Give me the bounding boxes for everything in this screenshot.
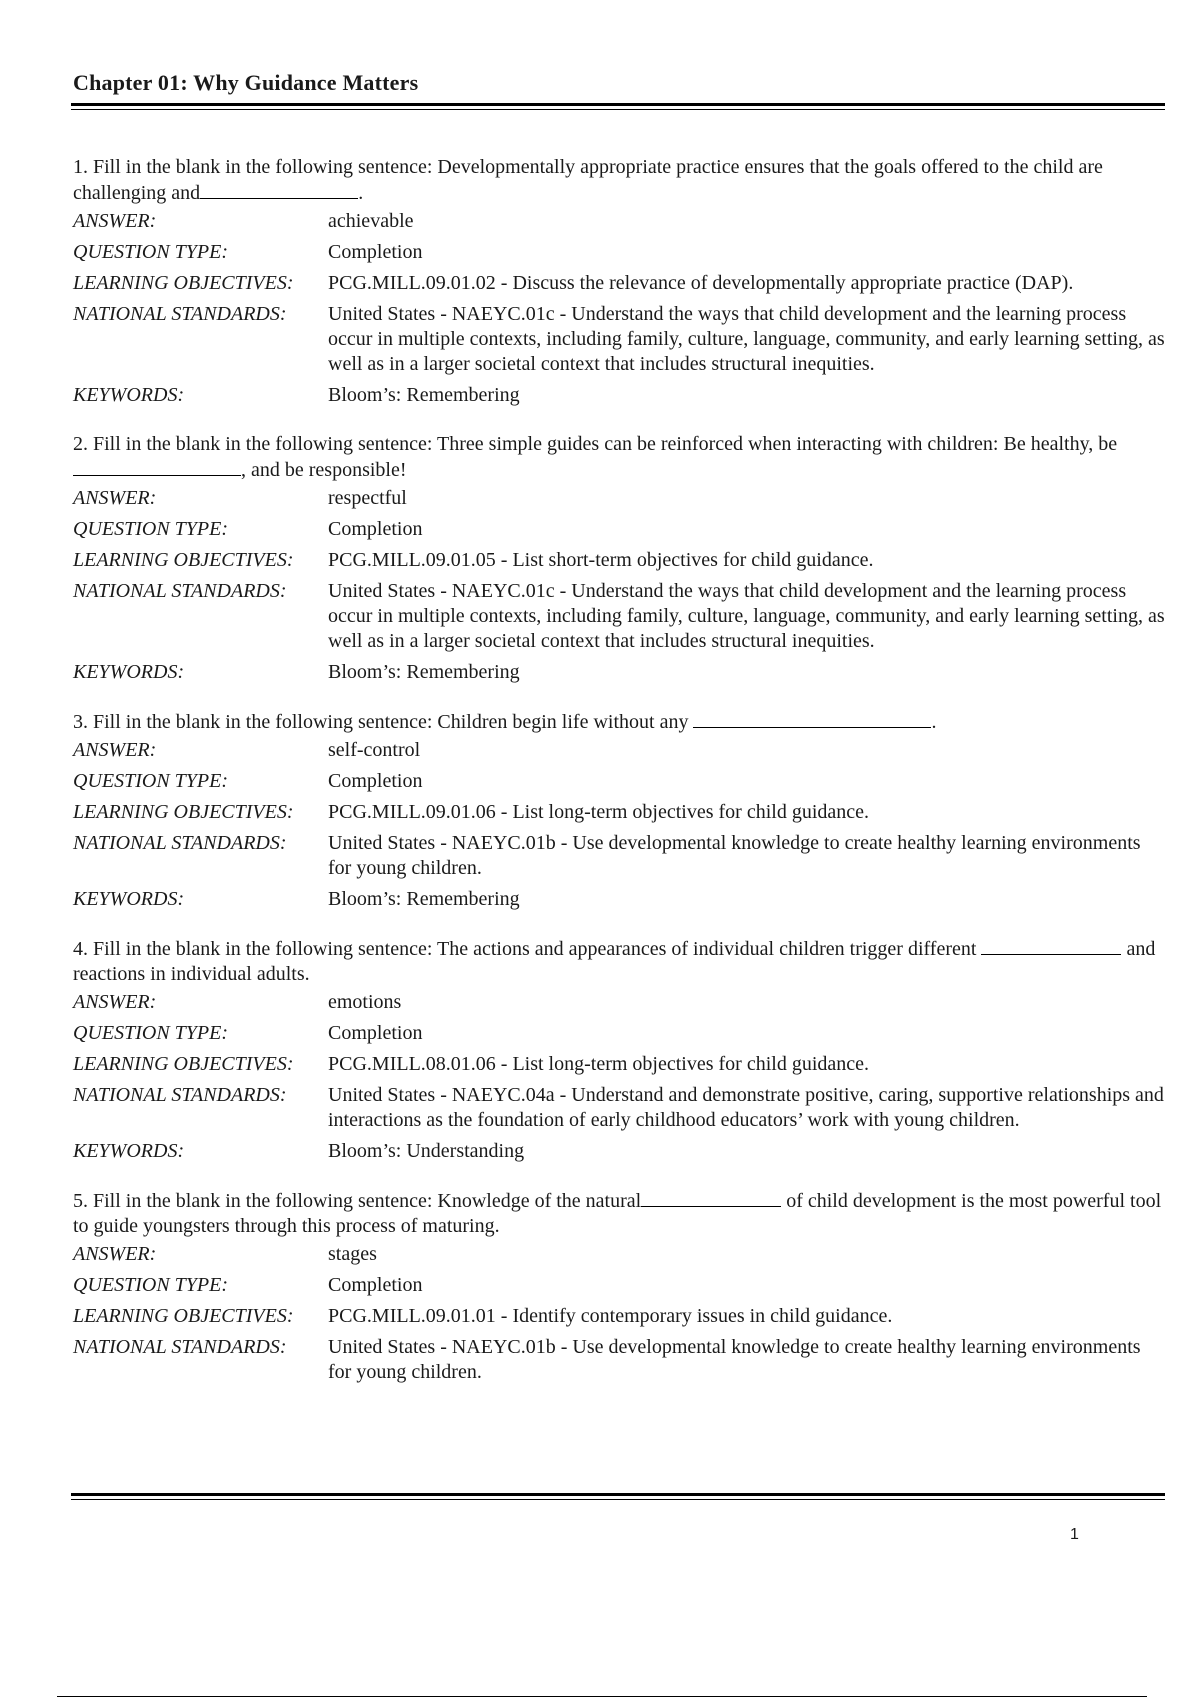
answer-blank	[200, 180, 358, 199]
learning-objectives-value: PCG.MILL.09.01.01 - Identify contemporary issues in child guidance.	[328, 1305, 893, 1327]
learning-objectives-label: LEARNING OBJECTIVES:	[73, 1305, 294, 1327]
answer-row	[73, 486, 1165, 511]
learning-objectives-label: LEARNING OBJECTIVES:	[73, 549, 294, 571]
question-type-row	[73, 240, 1165, 265]
national-standards-label: NATIONAL STANDARDS:	[73, 580, 287, 602]
question-list	[73, 155, 1165, 1409]
question-1-text-before: 1. Fill in the blank in the following sentence: Developmentally appropriate practice ensures that the goals offered to the child are challenging and	[73, 156, 1103, 204]
keywords-value: Bloom’s: Remembering	[328, 661, 520, 683]
keywords-value: Bloom’s: Remembering	[328, 888, 520, 910]
answer-value: achievable	[328, 210, 414, 232]
footer-double-rule	[71, 1493, 1165, 1500]
learning-objectives-row	[73, 271, 1165, 296]
learning-objectives-label: LEARNING OBJECTIVES:	[73, 1053, 294, 1075]
question-type-label: QUESTION TYPE:	[73, 241, 229, 263]
keywords-row	[73, 887, 1165, 912]
national-standards-value: United States - NAEYC.04a - Understand and demonstrate positive, caring, supportive relationships and interactions as the foundation of early childhood educators’ work with young children.	[328, 1084, 1164, 1131]
question-type-value: Completion	[328, 241, 423, 263]
question-3-text	[73, 709, 1165, 735]
answer-label: ANSWER:	[73, 991, 157, 1013]
question-3-text-before: 3. Fill in the blank in the following sentence: Children begin life without any	[73, 711, 689, 733]
answer-blank	[641, 1188, 781, 1207]
question-type-value: Completion	[328, 518, 423, 540]
question-type-label: QUESTION TYPE:	[73, 770, 229, 792]
answer-blank	[693, 709, 931, 728]
page-bottom-divider	[57, 1696, 1147, 1697]
question-2-text	[73, 432, 1165, 483]
learning-objectives-value: PCG.MILL.09.01.02 - Discuss the relevance of developmentally appropriate practice (DAP).	[328, 272, 1074, 294]
question-type-label: QUESTION TYPE:	[73, 1274, 229, 1296]
learning-objectives-row	[73, 800, 1165, 825]
question-2-text-before: 2. Fill in the blank in the following sentence: Three simple guides can be reinforced when interacting with children: Be healthy, be	[73, 433, 1118, 455]
answer-value: emotions	[328, 991, 402, 1013]
national-standards-row	[73, 831, 1165, 881]
answer-label: ANSWER:	[73, 1243, 157, 1265]
learning-objectives-row	[73, 548, 1165, 573]
answer-label: ANSWER:	[73, 487, 157, 509]
answer-label: ANSWER:	[73, 210, 157, 232]
question-5-text-after: of child development is the most powerful tool to guide youngsters through this process of maturing.	[73, 1190, 1162, 1237]
question-1-text-after: .	[358, 182, 364, 204]
keywords-label: KEYWORDS:	[73, 384, 185, 406]
question-type-row	[73, 769, 1165, 794]
question-3-text-after: .	[931, 711, 937, 733]
question-type-row	[73, 517, 1165, 542]
keywords-label: KEYWORDS:	[73, 1140, 185, 1162]
national-standards-value: United States - NAEYC.01c - Understand the ways that child development and the learning process occur in multiple contexts, including family, culture, language, community, and early learning setting, as well as in a larger societal context that includes structural inequities.	[328, 580, 1165, 652]
question-4	[73, 936, 1165, 1164]
national-standards-value: United States - NAEYC.01b - Use developmental knowledge to create healthy learning environments for young children.	[328, 1336, 1141, 1383]
answer-value: stages	[328, 1243, 377, 1265]
keywords-row	[73, 660, 1165, 685]
question-5	[73, 1188, 1165, 1385]
answer-row	[73, 738, 1165, 763]
national-standards-row	[73, 579, 1165, 654]
question-5-text-before: 5. Fill in the blank in the following sentence: Knowledge of the natural	[73, 1190, 642, 1212]
question-type-row	[73, 1021, 1165, 1046]
answer-blank	[73, 457, 241, 476]
learning-objectives-value: PCG.MILL.09.01.06 - List long-term objectives for child guidance.	[328, 801, 870, 823]
question-2	[73, 432, 1165, 685]
question-type-label: QUESTION TYPE:	[73, 1022, 229, 1044]
question-1	[73, 155, 1165, 408]
question-type-row	[73, 1273, 1165, 1298]
question-4-text	[73, 936, 1165, 987]
page-number: 1	[1070, 1526, 1079, 1543]
keywords-label: KEYWORDS:	[73, 661, 185, 683]
answer-value: respectful	[328, 487, 407, 509]
national-standards-label: NATIONAL STANDARDS:	[73, 303, 287, 325]
question-type-value: Completion	[328, 1022, 423, 1044]
keywords-value: Bloom’s: Remembering	[328, 384, 520, 406]
answer-row	[73, 1242, 1165, 1267]
question-2-text-after: , and be responsible!	[241, 459, 407, 481]
learning-objectives-label: LEARNING OBJECTIVES:	[73, 272, 294, 294]
chapter-title: Chapter 01: Why Guidance Matters	[73, 70, 419, 95]
national-standards-label: NATIONAL STANDARDS:	[73, 832, 287, 854]
question-type-value: Completion	[328, 1274, 423, 1296]
question-3	[73, 709, 1165, 912]
keywords-value: Bloom’s: Understanding	[328, 1140, 525, 1162]
answer-value: self-control	[328, 739, 421, 761]
national-standards-value: United States - NAEYC.01c - Understand the ways that child development and the learning process occur in multiple contexts, including family, culture, language, community, and early learning setting, as well as in a larger societal context that includes structural inequities.	[328, 303, 1165, 375]
keywords-row	[73, 1139, 1165, 1164]
question-type-label: QUESTION TYPE:	[73, 518, 229, 540]
question-1-text	[73, 155, 1165, 206]
question-type-value: Completion	[328, 770, 423, 792]
learning-objectives-label: LEARNING OBJECTIVES:	[73, 801, 294, 823]
learning-objectives-value: PCG.MILL.08.01.06 - List long-term objectives for child guidance.	[328, 1053, 870, 1075]
answer-row	[73, 990, 1165, 1015]
header-double-rule	[71, 103, 1165, 110]
national-standards-label: NATIONAL STANDARDS:	[73, 1336, 287, 1358]
learning-objectives-value: PCG.MILL.09.01.05 - List short-term objectives for child guidance.	[328, 549, 874, 571]
answer-label: ANSWER:	[73, 739, 157, 761]
question-4-text-before: 4. Fill in the blank in the following sentence: The actions and appearances of individual children trigger different	[73, 938, 977, 960]
question-4-text-after: and reactions in individual adults.	[73, 938, 1156, 985]
national-standards-row	[73, 1083, 1165, 1133]
national-standards-row	[73, 302, 1165, 377]
answer-row	[73, 209, 1165, 234]
keywords-row	[73, 383, 1165, 408]
question-5-text	[73, 1188, 1165, 1239]
answer-blank	[981, 936, 1121, 955]
learning-objectives-row	[73, 1052, 1165, 1077]
national-standards-row	[73, 1335, 1165, 1385]
national-standards-label: NATIONAL STANDARDS:	[73, 1084, 287, 1106]
learning-objectives-row	[73, 1304, 1165, 1329]
national-standards-value: United States - NAEYC.01b - Use developmental knowledge to create healthy learning environments for young children.	[328, 832, 1141, 879]
keywords-label: KEYWORDS:	[73, 888, 185, 910]
